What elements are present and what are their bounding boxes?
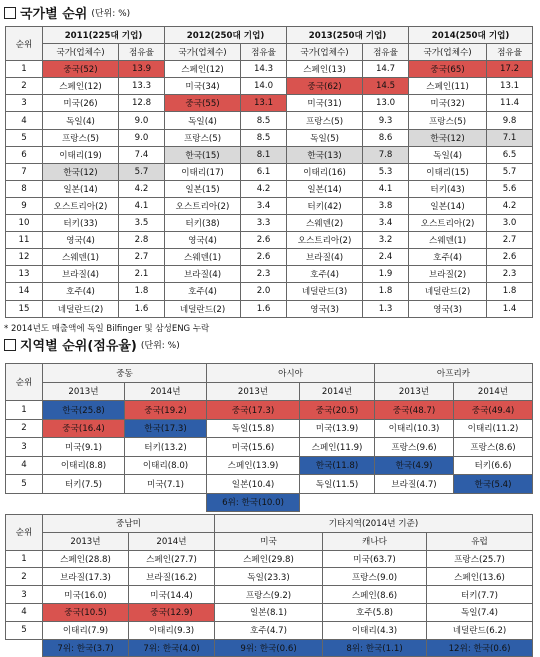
- share-cell: 2.3: [241, 266, 287, 283]
- share-cell: 3.8: [363, 197, 409, 214]
- share-cell: 1.8: [363, 283, 409, 300]
- share-cell: 11.4: [487, 95, 533, 112]
- table-row: [6, 95, 533, 112]
- korea-extra-rank: 8위: 한국(1.1): [323, 639, 427, 657]
- section-title-region: [4, 335, 180, 354]
- share-cell: 7.4: [119, 146, 165, 163]
- share-cell: 8.1: [241, 146, 287, 163]
- country-cell: 미국(26): [43, 95, 119, 112]
- rank-header: 순위: [6, 364, 43, 401]
- share-cell: 1.8: [119, 283, 165, 300]
- country-share-cell: 스페인(28.8): [43, 550, 129, 568]
- country-share-cell: 중국(17.3): [207, 401, 300, 420]
- share-cell: 13.1: [487, 78, 533, 95]
- rank-header: 순위: [6, 27, 43, 61]
- rank-cell: 8: [6, 180, 43, 197]
- country-cell: 영국(3): [287, 300, 363, 317]
- country-cell: 프랑스(5): [43, 129, 119, 146]
- country-cell: 영국(3): [409, 300, 487, 317]
- share-cell: 2.7: [487, 232, 533, 249]
- country-cell: 호주(4): [43, 283, 119, 300]
- country-share-cell: 한국(5.4): [454, 475, 533, 494]
- share-cell: 8.6: [363, 129, 409, 146]
- country-cell: 중국(52): [43, 61, 119, 78]
- country-cell: 스페인(12): [43, 78, 119, 95]
- share-cell: 2.3: [487, 266, 533, 283]
- country-share-cell: 스페인(8.6): [323, 586, 427, 604]
- country-cell: 호주(4): [409, 249, 487, 266]
- share-cell: 1.8: [487, 283, 533, 300]
- table-row: [6, 61, 533, 78]
- table-row: [6, 215, 533, 232]
- share-cell: 1.9: [363, 266, 409, 283]
- rank-cell: 3: [6, 95, 43, 112]
- section-title: 국가별 순위: [20, 7, 88, 22]
- country-share-cell: 이태리(8.8): [43, 456, 125, 475]
- country-cell: 일본(14): [409, 197, 487, 214]
- country-cell: 이태리(17): [165, 163, 241, 180]
- share-cell: 14.3: [241, 61, 287, 78]
- rank-cell: 3: [6, 438, 43, 457]
- country-share-cell: 이태리(11.2): [454, 419, 533, 438]
- rank-cell: 5: [6, 475, 43, 494]
- country-cell: 독일(4): [409, 146, 487, 163]
- country-cell: 영국(4): [165, 232, 241, 249]
- rank-cell: 1: [6, 401, 43, 420]
- table-row: [6, 78, 533, 95]
- rank-cell: 3: [6, 586, 43, 604]
- country-share-cell: 스페인(29.8): [215, 550, 323, 568]
- year-header: 2014년: [125, 382, 207, 401]
- korea-extra-rank: 7위: 한국(3.7): [43, 639, 129, 657]
- country-share-cell: 미국(63.7): [323, 550, 427, 568]
- share-cell: 2.1: [119, 266, 165, 283]
- share-cell: 3.4: [241, 197, 287, 214]
- share-cell: 3.2: [363, 232, 409, 249]
- share-cell: 14.5: [363, 78, 409, 95]
- spacer-cell: [454, 493, 533, 512]
- share-cell: 17.2: [487, 61, 533, 78]
- spacer-cell: [6, 493, 43, 512]
- table-row: [6, 146, 533, 163]
- footnote: * 2014년도 매출액에 독일 Bilfinger 및 삼성ENG 누락: [4, 324, 210, 334]
- country-cell: 일본(14): [287, 180, 363, 197]
- country-share-cell: 독일(11.5): [300, 475, 375, 494]
- year-header: 2013년: [207, 382, 300, 401]
- table-row: [6, 456, 533, 475]
- table-row: [6, 603, 533, 621]
- table-row: [6, 163, 533, 180]
- table-row: [6, 197, 533, 214]
- table-row: [6, 568, 533, 586]
- share-cell: 9.0: [119, 112, 165, 129]
- region-ranking-table-1: [5, 363, 533, 512]
- rank-cell: 10: [6, 215, 43, 232]
- table-row: [6, 180, 533, 197]
- year-header: 2014년: [129, 532, 215, 550]
- country-cell: 오스트리아(2): [165, 197, 241, 214]
- country-cell: 스웨덴(1): [43, 249, 119, 266]
- country-share-cell: 한국(25.8): [43, 401, 125, 420]
- region-header: 중남미: [43, 515, 215, 533]
- share-cell: 3.4: [363, 215, 409, 232]
- table-row: [6, 112, 533, 129]
- country-cell: 스웨덴(2): [287, 215, 363, 232]
- year-header: 2013년: [43, 382, 125, 401]
- share-cell: 4.2: [119, 180, 165, 197]
- country-cell: 한국(12): [43, 163, 119, 180]
- country-cell: 스페인(11): [409, 78, 487, 95]
- country-cell: 프랑스(5): [409, 112, 487, 129]
- country-share-cell: 프랑스(9.0): [323, 568, 427, 586]
- share-cell: 13.3: [119, 78, 165, 95]
- share-cell: 3.3: [241, 215, 287, 232]
- region-header: 중동: [43, 364, 207, 383]
- rank-cell: 2: [6, 78, 43, 95]
- unit-label: (단위: %): [140, 341, 180, 351]
- rank-cell: 2: [6, 568, 43, 586]
- share-cell: 9.0: [119, 129, 165, 146]
- country-share-cell: 터키(6.6): [454, 456, 533, 475]
- country-share-cell: 한국(17.3): [125, 419, 207, 438]
- share-cell: 2.6: [241, 249, 287, 266]
- rank-cell: 4: [6, 456, 43, 475]
- rank-cell: 2: [6, 419, 43, 438]
- share-cell: 7.1: [487, 129, 533, 146]
- country-cell: 스웨덴(1): [409, 232, 487, 249]
- region-header: 아프리카: [375, 364, 533, 383]
- share-cell: 4.1: [119, 197, 165, 214]
- rank-cell: 12: [6, 249, 43, 266]
- country-cell: 일본(15): [165, 180, 241, 197]
- country-header: 국가(업체수): [287, 44, 363, 61]
- country-header: 국가(업체수): [43, 44, 119, 61]
- country-share-cell: 호주(4.7): [215, 621, 323, 639]
- table-row: [6, 266, 533, 283]
- country-cell: 터키(43): [409, 180, 487, 197]
- country-share-cell: 스페인(13.6): [427, 568, 533, 586]
- country-share-cell: 한국(4.9): [375, 456, 454, 475]
- korea-extra-rank: 12위: 한국(0.6): [427, 639, 533, 657]
- rank-cell: 6: [6, 146, 43, 163]
- table-row: [6, 283, 533, 300]
- country-share-cell: 프랑스(9.6): [375, 438, 454, 457]
- country-share-cell: 이태리(9.3): [129, 621, 215, 639]
- country-cell: 네덜란드(3): [287, 283, 363, 300]
- country-cell: 브라질(4): [287, 249, 363, 266]
- share-cell: 2.6: [241, 232, 287, 249]
- table-row: [6, 249, 533, 266]
- country-share-cell: 중국(19.2): [125, 401, 207, 420]
- korea-extra-rank: 7위: 한국(4.0): [129, 639, 215, 657]
- share-header: 점유율: [363, 44, 409, 61]
- country-share-cell: 미국(9.1): [43, 438, 125, 457]
- table-row: [6, 129, 533, 146]
- rank-cell: 11: [6, 232, 43, 249]
- year-header: 2011(225대 기업): [43, 27, 165, 44]
- share-cell: 1.6: [241, 300, 287, 317]
- table-row: [6, 419, 533, 438]
- country-cell: 프랑스(5): [287, 112, 363, 129]
- region-ranking-table-2: [5, 514, 533, 657]
- year-header: 2013년: [375, 382, 454, 401]
- share-cell: 2.6: [487, 249, 533, 266]
- rank-cell: 9: [6, 197, 43, 214]
- share-cell: 9.3: [363, 112, 409, 129]
- share-cell: 5.7: [487, 163, 533, 180]
- country-share-cell: 이태리(7.9): [43, 621, 129, 639]
- rank-header: 순위: [6, 515, 43, 551]
- country-cell: 한국(13): [287, 146, 363, 163]
- year-header: 2014년: [300, 382, 375, 401]
- table-row: [6, 621, 533, 639]
- rank-cell: 13: [6, 266, 43, 283]
- country-share-cell: 미국(14.4): [129, 586, 215, 604]
- country-header: 국가(업체수): [165, 44, 241, 61]
- country-cell: 미국(32): [409, 95, 487, 112]
- country-share-cell: 일본(8.1): [215, 603, 323, 621]
- country-share-cell: 독일(15.8): [207, 419, 300, 438]
- country-share-cell: 브라질(17.3): [43, 568, 129, 586]
- share-cell: 12.8: [119, 95, 165, 112]
- korea-extra-rank: 6위: 한국(10.0): [207, 493, 300, 512]
- share-cell: 5.7: [119, 163, 165, 180]
- country-cell: 네덜란드(2): [409, 283, 487, 300]
- country-share-cell: 미국(7.1): [125, 475, 207, 494]
- spacer-cell: [6, 639, 43, 657]
- table-row: [6, 401, 533, 420]
- country-share-cell: 호주(5.8): [323, 603, 427, 621]
- country-share-cell: 이태리(8.0): [125, 456, 207, 475]
- share-cell: 3.5: [119, 215, 165, 232]
- checkbox-icon: [4, 7, 16, 19]
- region-header: 기타지역(2014년 기준): [215, 515, 533, 533]
- country-ranking-table: [5, 26, 533, 318]
- country-cell: 오스트리아(2): [409, 215, 487, 232]
- table-row: [6, 475, 533, 494]
- country-header: 유럽: [427, 532, 533, 550]
- country-cell: 네덜란드(2): [43, 300, 119, 317]
- share-cell: 8.5: [241, 129, 287, 146]
- country-cell: 오스트리아(2): [287, 232, 363, 249]
- country-share-cell: 이태리(4.3): [323, 621, 427, 639]
- rank-cell: 5: [6, 129, 43, 146]
- share-cell: 1.6: [119, 300, 165, 317]
- rank-cell: 4: [6, 112, 43, 129]
- country-cell: 브라질(4): [165, 266, 241, 283]
- country-share-cell: 한국(11.8): [300, 456, 375, 475]
- share-cell: 2.7: [119, 249, 165, 266]
- country-share-cell: 브라질(16.2): [129, 568, 215, 586]
- country-cell: 미국(31): [287, 95, 363, 112]
- share-cell: 4.2: [241, 180, 287, 197]
- unit-label: (단위: %): [91, 9, 131, 19]
- country-share-cell: 중국(49.4): [454, 401, 533, 420]
- share-header: 점유율: [487, 44, 533, 61]
- share-cell: 9.8: [487, 112, 533, 129]
- rank-cell: 7: [6, 163, 43, 180]
- spacer-cell: [125, 493, 207, 512]
- table-row: [6, 550, 533, 568]
- share-header: 점유율: [241, 44, 287, 61]
- share-cell: 6.5: [487, 146, 533, 163]
- country-header: 캐나다: [323, 532, 427, 550]
- country-share-cell: 중국(20.5): [300, 401, 375, 420]
- rank-cell: 14: [6, 283, 43, 300]
- country-cell: 호주(4): [165, 283, 241, 300]
- country-share-cell: 프랑스(9.2): [215, 586, 323, 604]
- section-title-country: [4, 3, 130, 22]
- country-cell: 네덜란드(2): [165, 300, 241, 317]
- spacer-cell: [375, 493, 454, 512]
- year-header: 2013(250대 기업): [287, 27, 409, 44]
- share-cell: 2.0: [241, 283, 287, 300]
- country-cell: 미국(34): [165, 78, 241, 95]
- country-cell: 이태리(19): [43, 146, 119, 163]
- country-cell: 오스트리아(2): [43, 197, 119, 214]
- country-cell: 이태리(16): [287, 163, 363, 180]
- country-cell: 스페인(12): [165, 61, 241, 78]
- country-cell: 중국(62): [287, 78, 363, 95]
- country-cell: 브라질(4): [43, 266, 119, 283]
- korea-extra-rank: 9위: 한국(0.6): [215, 639, 323, 657]
- country-cell: 스페인(13): [287, 61, 363, 78]
- share-cell: 13.1: [241, 95, 287, 112]
- country-share-cell: 스페인(11.9): [300, 438, 375, 457]
- rank-cell: 5: [6, 621, 43, 639]
- share-cell: 4.2: [487, 197, 533, 214]
- rank-cell: 4: [6, 603, 43, 621]
- share-cell: 5.6: [487, 180, 533, 197]
- year-header: 2014(250대 기업): [409, 27, 533, 44]
- country-share-cell: 중국(48.7): [375, 401, 454, 420]
- country-share-cell: 스페인(13.9): [207, 456, 300, 475]
- share-header: 점유율: [119, 44, 165, 61]
- year-header: 2013년: [43, 532, 129, 550]
- country-cell: 터키(42): [287, 197, 363, 214]
- country-share-cell: 독일(7.4): [427, 603, 533, 621]
- country-share-cell: 미국(15.6): [207, 438, 300, 457]
- country-cell: 브라질(2): [409, 266, 487, 283]
- country-share-cell: 이태리(10.3): [375, 419, 454, 438]
- share-cell: 14.7: [363, 61, 409, 78]
- rank-cell: 1: [6, 550, 43, 568]
- spacer-cell: [300, 493, 375, 512]
- country-share-cell: 중국(12.9): [129, 603, 215, 621]
- share-cell: 2.8: [119, 232, 165, 249]
- table-row: [6, 586, 533, 604]
- country-share-cell: 미국(13.9): [300, 419, 375, 438]
- checkbox-icon: [4, 339, 16, 351]
- table-row: [6, 438, 533, 457]
- country-share-cell: 터키(13.2): [125, 438, 207, 457]
- country-share-cell: 일본(10.4): [207, 475, 300, 494]
- country-header: 국가(업체수): [409, 44, 487, 61]
- share-cell: 6.1: [241, 163, 287, 180]
- share-cell: 4.1: [363, 180, 409, 197]
- share-cell: 13.0: [363, 95, 409, 112]
- country-cell: 중국(65): [409, 61, 487, 78]
- share-cell: 5.3: [363, 163, 409, 180]
- country-share-cell: 스페인(27.7): [129, 550, 215, 568]
- country-cell: 터키(33): [43, 215, 119, 232]
- region-header: 아시아: [207, 364, 375, 383]
- country-share-cell: 브라질(4.7): [375, 475, 454, 494]
- country-share-cell: 중국(16.4): [43, 419, 125, 438]
- share-cell: 7.8: [363, 146, 409, 163]
- country-cell: 일본(14): [43, 180, 119, 197]
- country-cell: 독일(5): [287, 129, 363, 146]
- country-cell: 독일(4): [43, 112, 119, 129]
- section-title: 지역별 순위(점유율): [20, 339, 137, 354]
- country-cell: 영국(4): [43, 232, 119, 249]
- country-header: 미국: [215, 532, 323, 550]
- rank-cell: 1: [6, 61, 43, 78]
- country-cell: 이태리(15): [409, 163, 487, 180]
- share-cell: 1.3: [363, 300, 409, 317]
- country-cell: 한국(15): [165, 146, 241, 163]
- country-share-cell: 프랑스(25.7): [427, 550, 533, 568]
- country-share-cell: 프랑스(8.6): [454, 438, 533, 457]
- country-cell: 한국(12): [409, 129, 487, 146]
- rank-cell: 15: [6, 300, 43, 317]
- table-row: [6, 232, 533, 249]
- country-cell: 중국(55): [165, 95, 241, 112]
- country-cell: 독일(4): [165, 112, 241, 129]
- year-header: 2012(250대 기업): [165, 27, 287, 44]
- share-cell: 2.4: [363, 249, 409, 266]
- country-cell: 터키(38): [165, 215, 241, 232]
- table-row: [6, 300, 533, 317]
- share-cell: 14.0: [241, 78, 287, 95]
- country-share-cell: 중국(10.5): [43, 603, 129, 621]
- country-share-cell: 터키(7.5): [43, 475, 125, 494]
- share-cell: 3.0: [487, 215, 533, 232]
- share-cell: 13.9: [119, 61, 165, 78]
- year-header: 2014년: [454, 382, 533, 401]
- country-share-cell: 터키(7.7): [427, 586, 533, 604]
- country-cell: 호주(4): [287, 266, 363, 283]
- country-share-cell: 네덜란드(6.2): [427, 621, 533, 639]
- country-share-cell: 미국(16.0): [43, 586, 129, 604]
- country-share-cell: 독일(23.3): [215, 568, 323, 586]
- country-cell: 프랑스(5): [165, 129, 241, 146]
- share-cell: 8.5: [241, 112, 287, 129]
- spacer-cell: [43, 493, 125, 512]
- country-cell: 스웨덴(1): [165, 249, 241, 266]
- share-cell: 1.4: [487, 300, 533, 317]
